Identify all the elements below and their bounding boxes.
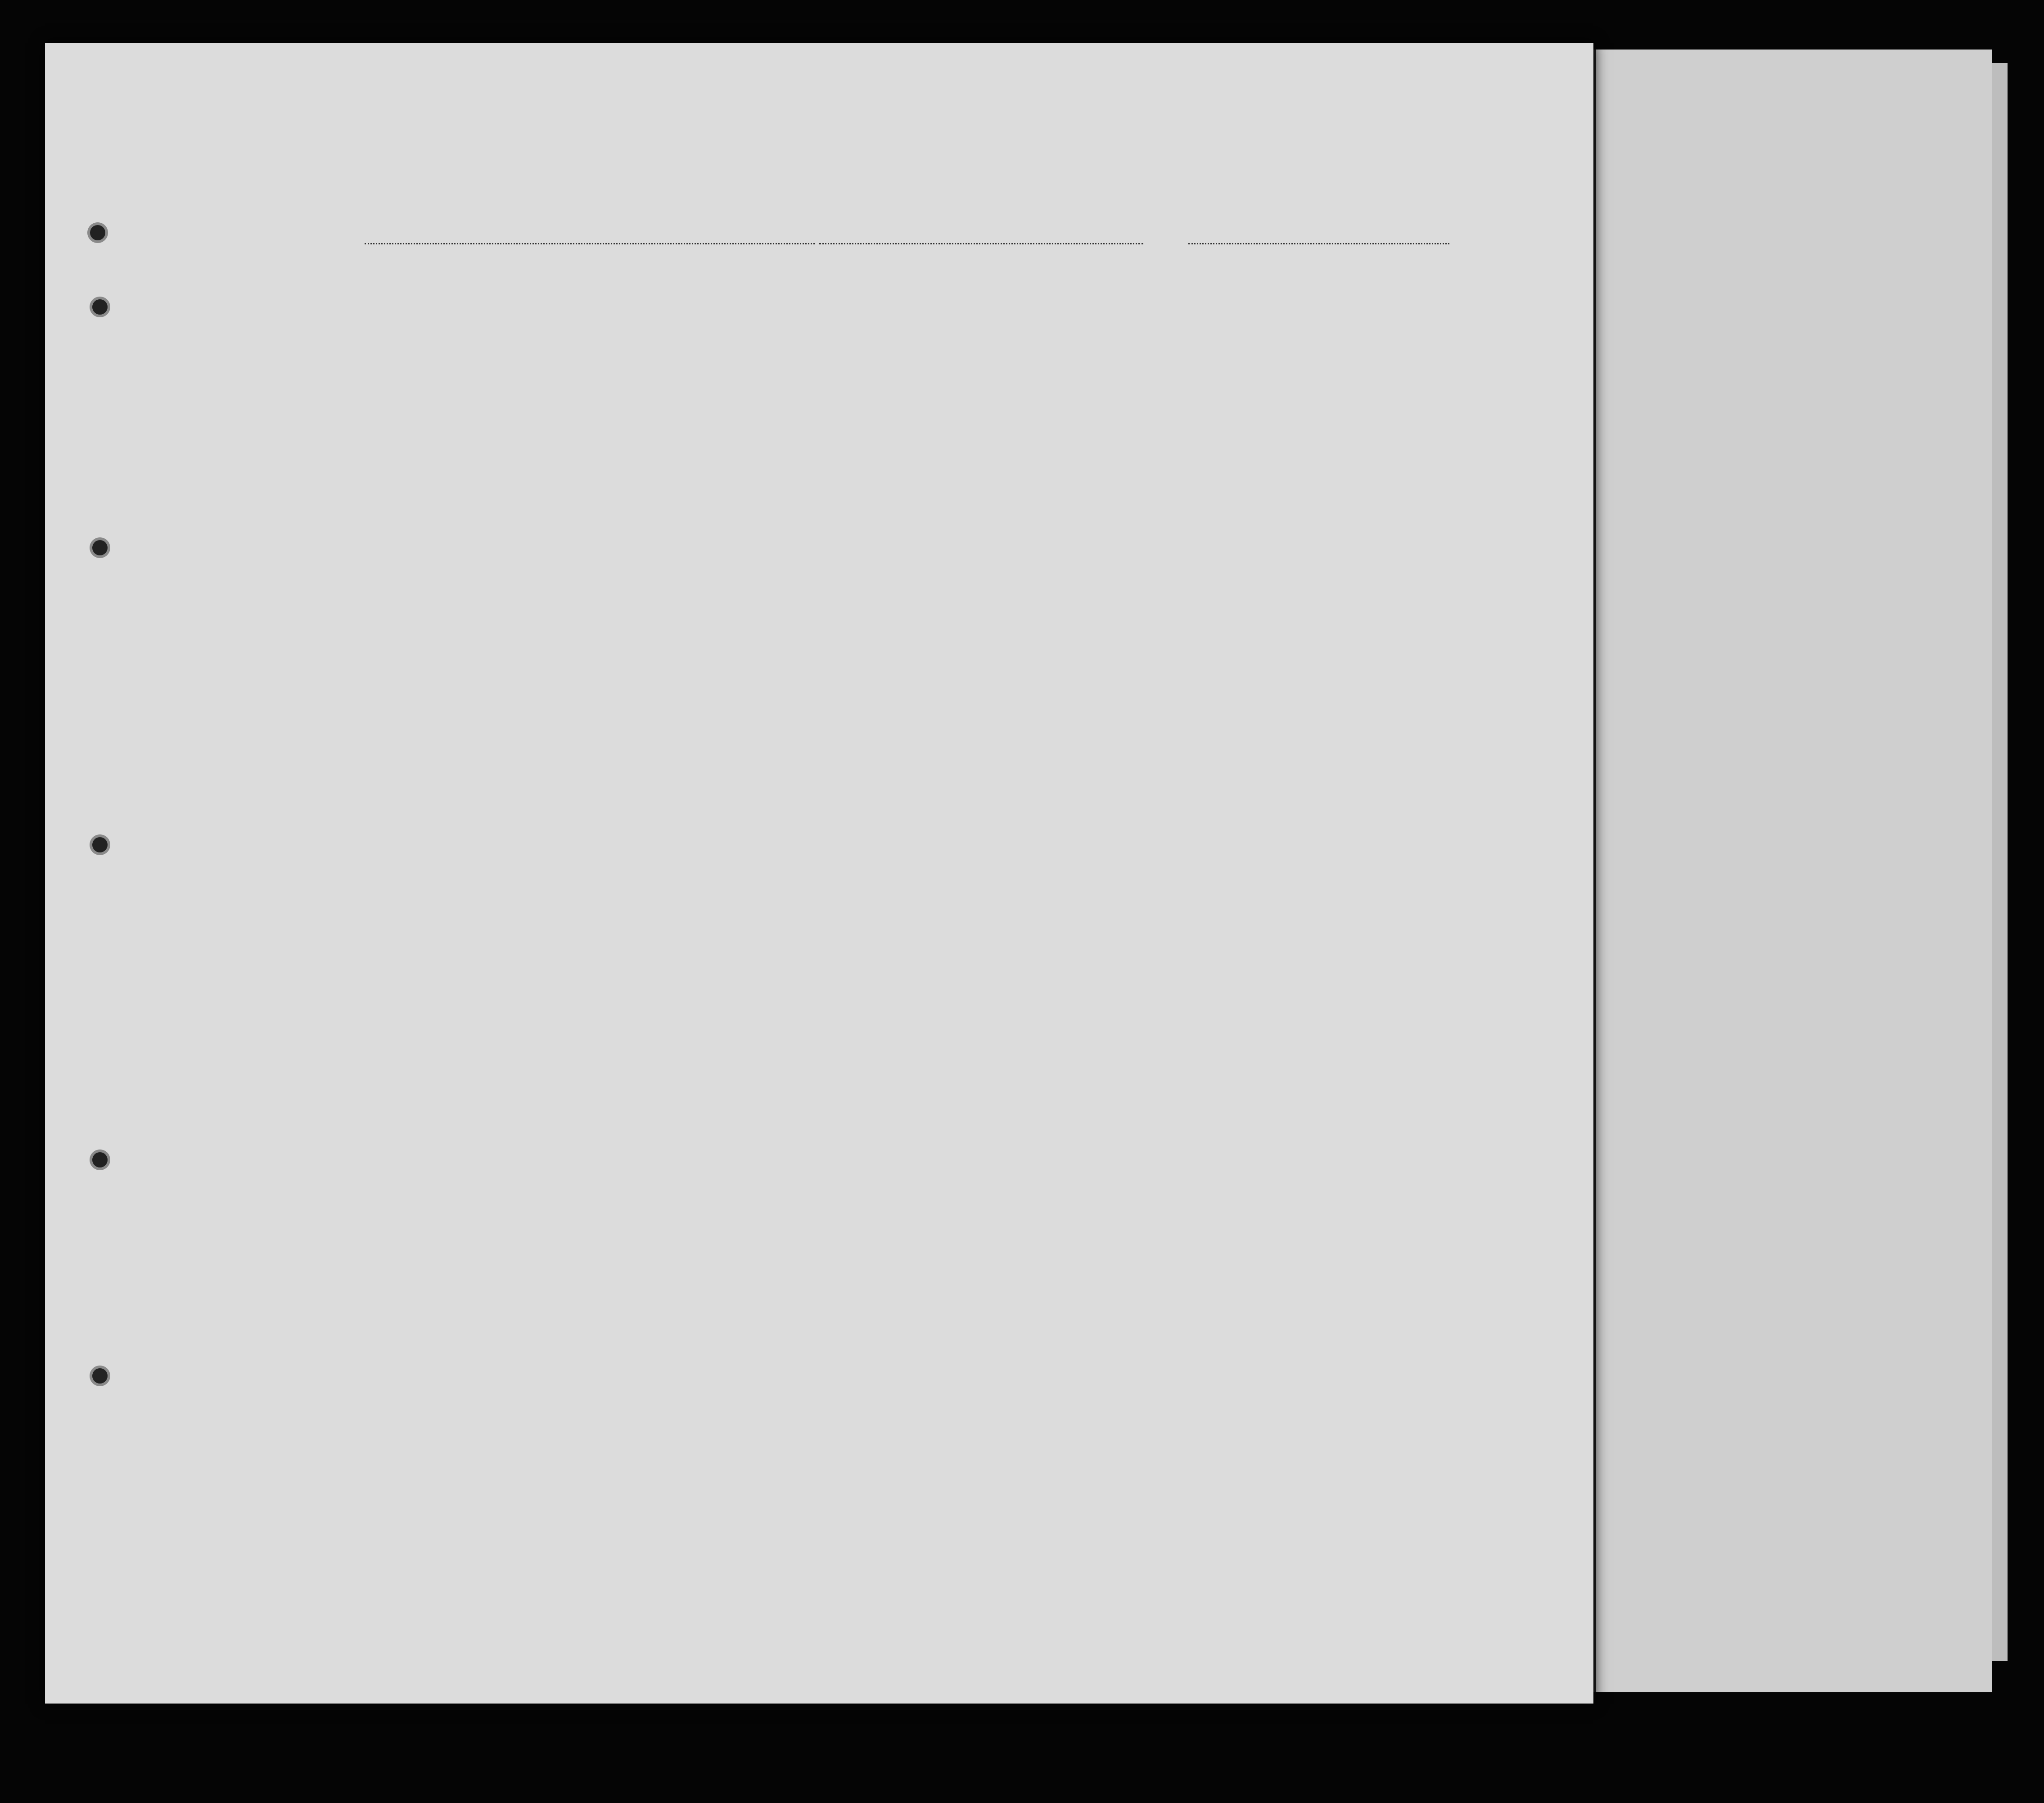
date-underline: [819, 243, 1143, 244]
year-underline: [1188, 243, 1449, 244]
header-polygamist: [866, 311, 880, 423]
header-purpose-return: [704, 320, 727, 423]
header-prison: [837, 311, 857, 423]
header-anarchist: [889, 311, 902, 423]
header-ticket: [171, 306, 187, 423]
binder-hole: [92, 299, 108, 315]
header-q24: [918, 311, 943, 423]
header-q25: [959, 311, 984, 423]
manifest-sheet: [45, 43, 1593, 1704]
header-purpose-length: [747, 320, 770, 423]
binder-hole: [90, 225, 105, 240]
port-underline: [365, 243, 815, 244]
visa-column-sheet: [1593, 50, 1992, 1692]
binder-hole: [92, 1368, 108, 1384]
header-feet: [1152, 392, 1166, 428]
header-inches: [1175, 387, 1188, 428]
binder-hole: [92, 540, 108, 555]
binder-hole: [92, 837, 108, 852]
header-purpose-citizen: [806, 320, 828, 423]
binder-hole: [92, 1152, 108, 1167]
header-q26: [995, 311, 1020, 423]
header-money: [295, 306, 313, 423]
